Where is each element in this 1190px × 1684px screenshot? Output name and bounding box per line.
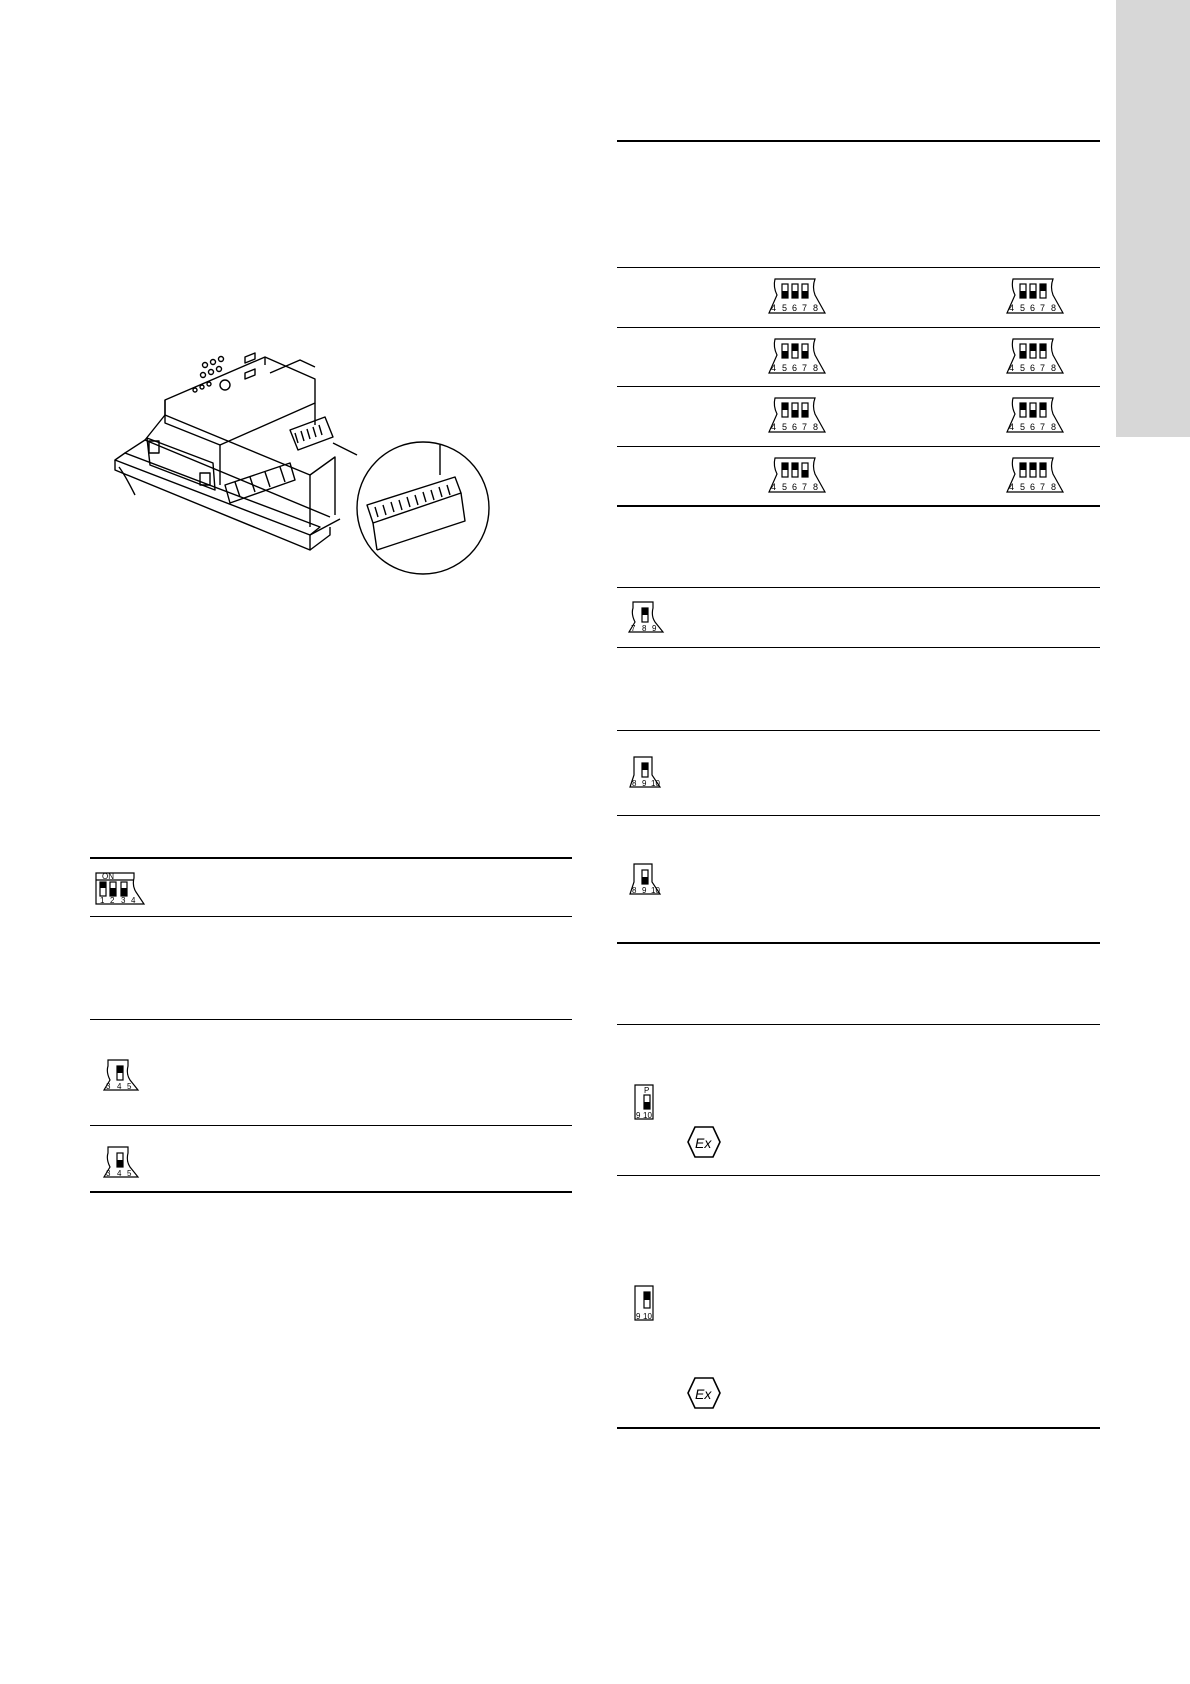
- switch-label: 7: [802, 303, 808, 313]
- switch-label: 7: [1040, 482, 1046, 492]
- switch-label: 9: [642, 886, 647, 895]
- dip-switch-9-10-p: [633, 1083, 665, 1123]
- right-table-rule: [617, 730, 1100, 731]
- switch-label: 6: [1030, 363, 1036, 373]
- switch-label: 4: [771, 303, 777, 313]
- switch-label: 8: [1051, 363, 1057, 373]
- dip-switch-4-8: [1007, 277, 1067, 317]
- dip-switch-2pos-icon: [633, 1284, 665, 1324]
- switch-label: 8: [632, 779, 637, 788]
- dip-switch-3pos-icon: [627, 600, 669, 636]
- dip-switch-4-8: [1007, 396, 1067, 436]
- switch-label: 7: [1040, 422, 1046, 432]
- dip-switch-5pos-icon: [769, 277, 829, 317]
- switch-label: 6: [1030, 303, 1036, 313]
- right-table-bottom-rule: [617, 1427, 1100, 1429]
- right-table-rule: [617, 1024, 1100, 1025]
- dip-switch-2pos-icon: [633, 1083, 665, 1123]
- dip-switch-1-4-header: [94, 868, 146, 908]
- switch-label: 10: [643, 1111, 652, 1120]
- switch-label: P: [644, 1086, 650, 1095]
- switch-label: 7: [631, 624, 636, 633]
- switch-label: 5: [782, 422, 788, 432]
- switch-label: 5: [1020, 363, 1026, 373]
- switch-label: 10: [643, 1312, 652, 1321]
- dip-switch-4-8: [769, 277, 829, 317]
- right-table-rule: [617, 505, 1100, 507]
- dip-num: 3: [106, 1082, 111, 1091]
- dip-switch-5pos-icon: [769, 337, 829, 377]
- right-table-top-rule: [617, 140, 1100, 142]
- switch-label: 6: [792, 363, 798, 373]
- switch-label: 5: [782, 363, 788, 373]
- dip-switch-3pos-icon: [630, 862, 672, 898]
- dip-num: 1: [100, 896, 105, 905]
- dip-switch-5pos-icon: [769, 456, 829, 496]
- switch-label: 9: [636, 1312, 641, 1321]
- switch-label: 4: [771, 482, 777, 492]
- switch-label: 5: [1020, 303, 1026, 313]
- right-table-rule: [617, 647, 1100, 648]
- switch-label: 4: [771, 363, 777, 373]
- ex-explosion-proof-icon: [686, 1376, 722, 1410]
- switch-label: 8: [1051, 303, 1057, 313]
- dip-switch-9-10: [633, 1284, 665, 1324]
- switch-label: 5: [1020, 482, 1026, 492]
- dip-switch-7-9: [627, 600, 669, 636]
- side-tab: [1116, 0, 1190, 437]
- switch-label: 6: [792, 422, 798, 432]
- switch-label: 4: [1009, 482, 1015, 492]
- dip-switch-3pos-icon: [102, 1058, 144, 1094]
- switch-label: 5: [1020, 422, 1026, 432]
- dip-num: 5: [127, 1169, 132, 1178]
- device-illustration: [105, 345, 535, 610]
- dip-switch-3-5-a: [102, 1058, 144, 1094]
- dip-switch-3pos-icon: [102, 1145, 144, 1181]
- right-table-rule: [617, 267, 1100, 268]
- dip-switch-3pos-icon: [630, 755, 672, 791]
- dip-switch-5pos-icon: [769, 396, 829, 436]
- left-table-rule: [90, 1125, 572, 1126]
- dip-switch-4-8: [769, 456, 829, 496]
- dip-num: 2: [110, 896, 115, 905]
- ex-symbol: [686, 1125, 722, 1159]
- switch-label: 7: [802, 482, 808, 492]
- switch-label: 8: [1051, 422, 1057, 432]
- switch-label: 6: [1030, 422, 1036, 432]
- dip-switch-5pos-icon: [1007, 456, 1067, 496]
- dip-num: 3: [106, 1169, 111, 1178]
- right-table-rule: [617, 942, 1100, 944]
- dip-num: 5: [127, 1082, 132, 1091]
- ex-explosion-proof-icon: [686, 1125, 722, 1159]
- right-table-rule: [617, 446, 1100, 447]
- switch-label: 4: [1009, 363, 1015, 373]
- switch-label: 6: [792, 303, 798, 313]
- left-table-rule: [90, 1019, 572, 1020]
- switch-label: 5: [782, 303, 788, 313]
- switch-label: 6: [792, 482, 798, 492]
- switch-label: 6: [1030, 482, 1036, 492]
- switch-label: 5: [782, 482, 788, 492]
- switch-label: Ex: [695, 1135, 712, 1151]
- left-table-bottom-rule: [90, 1191, 572, 1193]
- dip-num: 4: [131, 896, 136, 905]
- dip-num: 4: [117, 1169, 122, 1178]
- dip-switch-4-8: [769, 337, 829, 377]
- switch-label: 9: [642, 779, 647, 788]
- left-table-rule: [90, 916, 572, 917]
- switch-label: 7: [802, 422, 808, 432]
- controller-module-icon: [105, 345, 535, 610]
- dip-switch-3-5-b: [102, 1145, 144, 1181]
- switch-label: 10: [651, 779, 660, 788]
- right-table-rule: [617, 815, 1100, 816]
- switch-label: 7: [1040, 363, 1046, 373]
- switch-label: Ex: [695, 1386, 712, 1402]
- left-table-top-rule: [90, 857, 572, 859]
- switch-label: 8: [813, 303, 819, 313]
- switch-label: 8: [813, 363, 819, 373]
- switch-label: 7: [802, 363, 808, 373]
- dip-switch-4-8: [1007, 337, 1067, 377]
- switch-label: 4: [1009, 303, 1015, 313]
- switch-label: 4: [1009, 422, 1015, 432]
- right-table-rule: [617, 587, 1100, 588]
- right-table-rule: [617, 386, 1100, 387]
- dip-switch-8-10-b: [630, 862, 672, 898]
- dip-switch-5pos-icon: [1007, 277, 1067, 317]
- switch-label: 8: [1051, 482, 1057, 492]
- switch-label: 7: [1040, 303, 1046, 313]
- dip-switch-5pos-icon: [1007, 396, 1067, 436]
- dip-switch-8-10-a: [630, 755, 672, 791]
- switch-label: 8: [632, 886, 637, 895]
- dip-num: 3: [121, 896, 126, 905]
- switch-label: 8: [813, 422, 819, 432]
- switch-label: 9: [636, 1111, 641, 1120]
- dip-switch-4-8: [769, 396, 829, 436]
- ex-symbol: [686, 1376, 722, 1410]
- dip-num: 4: [117, 1082, 122, 1091]
- switch-label: 4: [771, 422, 777, 432]
- dip-switch-4-8: [1007, 456, 1067, 496]
- right-table-rule: [617, 1175, 1100, 1176]
- dip-switch-5pos-icon: [1007, 337, 1067, 377]
- switch-label: 10: [651, 886, 660, 895]
- dip-switch-4pos-icon: [94, 868, 146, 908]
- switch-label: 9: [652, 624, 657, 633]
- right-table-rule: [617, 327, 1100, 328]
- switch-label: 8: [642, 624, 647, 633]
- dip-on-label: ON: [102, 872, 114, 881]
- switch-label: 8: [813, 482, 819, 492]
